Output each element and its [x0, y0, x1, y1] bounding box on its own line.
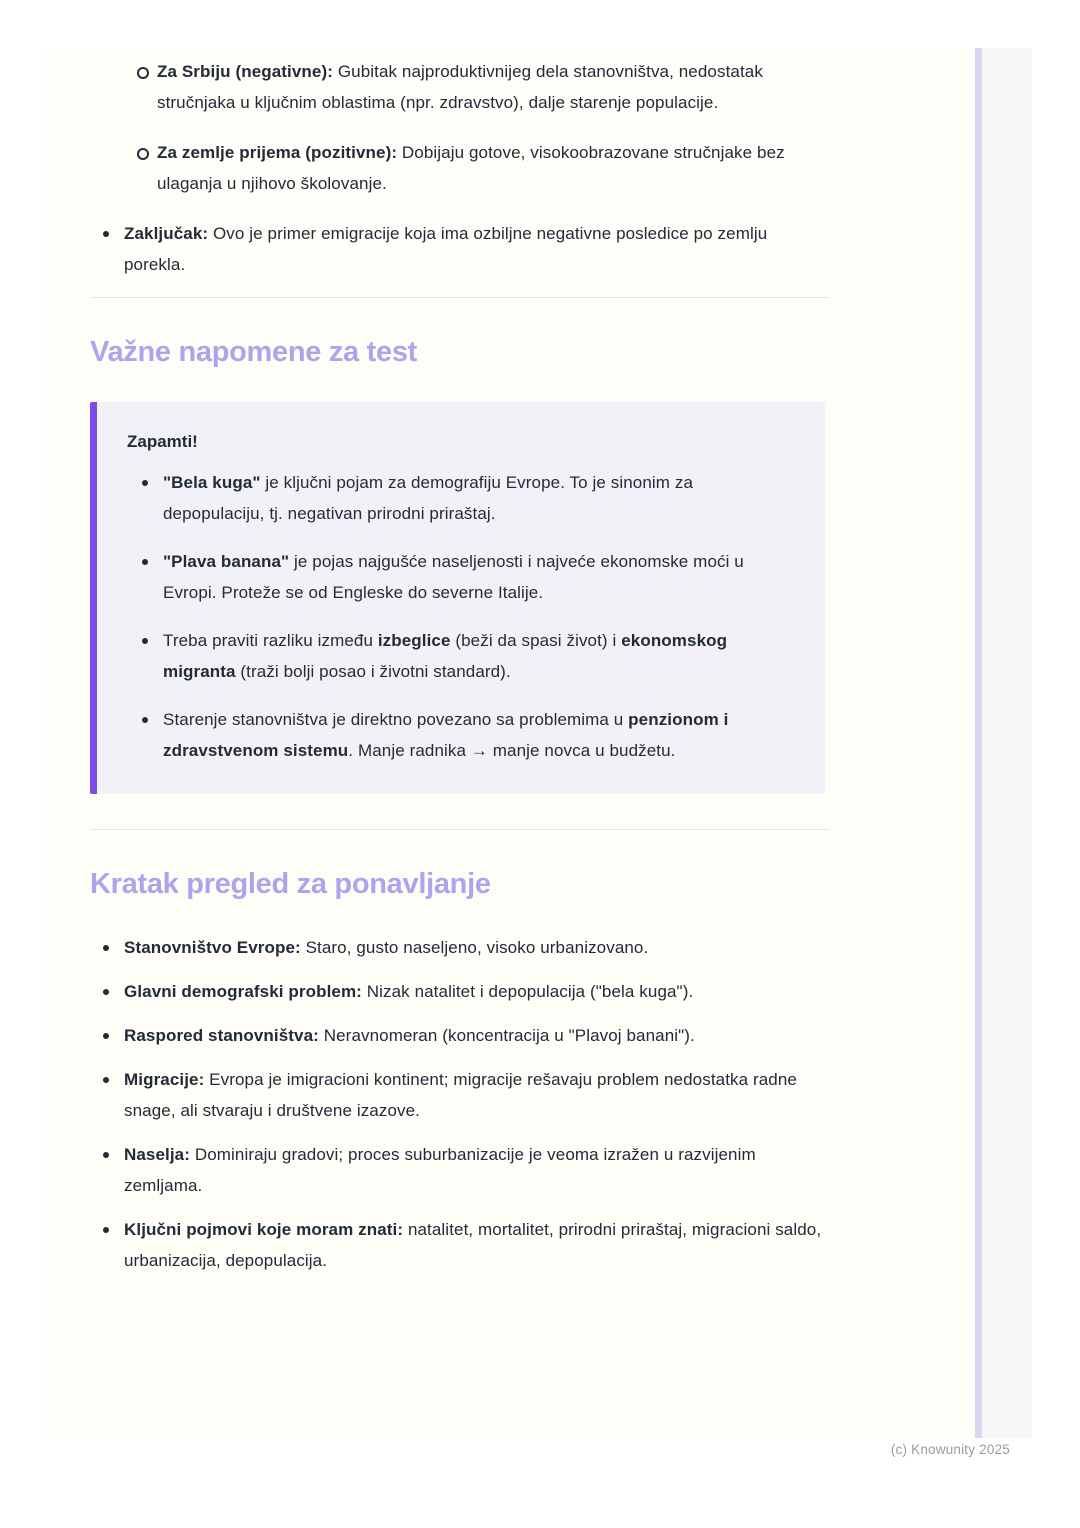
bold-text-run: Stanovništvo Evrope:	[124, 938, 301, 957]
callout-zapamti	[90, 402, 825, 794]
bold-text-run: "Plava banana"	[163, 552, 290, 571]
text-run: je pojas najgušće naseljenosti i najveće ekonomske moći u Evropi. Proteže se od Engleske do severne Italije.	[163, 552, 744, 602]
bold-text-run: Ključni pojmovi koje moram znati:	[124, 1220, 404, 1239]
callout-list	[127, 467, 795, 766]
list-item	[137, 137, 837, 199]
bold-text-run: ekonomskog migranta	[163, 631, 728, 681]
section-divider	[90, 829, 830, 830]
list-item	[137, 56, 837, 118]
review-list	[90, 932, 830, 1276]
text-run: (beži da spasi život) i	[450, 631, 622, 650]
emigration-effects-sublist	[90, 56, 830, 199]
note-page	[47, 48, 975, 1439]
text-run: Nizak natalitet i depopulacija ("bela kuga").	[361, 982, 694, 1001]
bold-text-run: Raspored stanovništva:	[124, 1026, 319, 1045]
text-run: Dominiraju gradovi; proces suburbanizacije je veoma izražen u razvijenim zemljama.	[124, 1145, 756, 1195]
text-run: Neravnomeran (koncentracija u "Plavoj banani").	[318, 1026, 695, 1045]
text-run: Staro, gusto naseljeno, visoko urbanizovano.	[300, 938, 649, 957]
section-title-vazne-napomene: Važne napomene za test	[90, 336, 418, 368]
bold-text-run: Za Srbiju (negativne):	[157, 62, 333, 81]
page-content	[47, 48, 830, 1276]
bold-text-run: Migracije:	[124, 1070, 205, 1089]
list-item	[142, 704, 782, 766]
text-run: Evropa je imigracioni kontinent; migracije rešavaju problem nedostatka radne snage, ali stvaraju i društvene izazove.	[124, 1070, 797, 1120]
section-title-kratak-pregled: Kratak pregled za ponavljanje	[90, 868, 491, 900]
list-item	[103, 1020, 830, 1051]
list-item	[103, 1139, 830, 1201]
list-item	[103, 218, 830, 280]
bold-text-run: Zaključak:	[124, 224, 209, 243]
list-item	[142, 546, 782, 608]
bold-text-run: penzionom i zdravstvenom sistemu	[163, 710, 729, 760]
text-run: natalitet, mortalitet, prirodni priraštaj, migracioni saldo, urbanizacija, depopulacija.	[124, 1220, 822, 1270]
bold-text-run: izbeglice	[377, 631, 451, 650]
text-run: . Manje radnika → manje novca u budžetu.	[348, 741, 676, 760]
list-item	[142, 625, 782, 687]
list-item	[103, 1064, 830, 1126]
list-item	[103, 932, 830, 963]
list-item	[142, 467, 782, 529]
bold-text-run: Glavni demografski problem:	[124, 982, 362, 1001]
callout-heading: Zapamti!	[127, 432, 198, 451]
text-run: Ovo je primer emigracije koja ima ozbiljne negativne posledice po zemlju porekla.	[124, 224, 768, 274]
side-gutter	[982, 48, 1032, 1438]
section-divider	[90, 297, 830, 298]
copyright-footer: (c) Knowunity 2025	[890, 1442, 1010, 1457]
bold-text-run: Za zemlje prijema (pozitivne):	[157, 143, 398, 162]
conclusion-list	[90, 218, 830, 280]
text-run: Gubitak najproduktivnijeg dela stanovništva, nedostatak stručnjaka u ključnim oblastima (npr. zdravstvo), dalje starenje populacije.	[157, 62, 763, 112]
list-item	[103, 1214, 830, 1276]
text-run: Starenje stanovništva je direktno povezano sa problemima u	[163, 710, 629, 729]
text-run: Dobijaju gotove, visokoobrazovane stručnjake bez ulaganja u njihovo školovanje.	[157, 143, 785, 193]
text-run: Treba praviti razliku između	[163, 631, 378, 650]
list-item	[103, 976, 830, 1007]
bold-text-run: Naselja:	[124, 1145, 191, 1164]
bold-text-run: "Bela kuga"	[163, 473, 261, 492]
text-run: je ključni pojam za demografiju Evrope. To je sinonim za depopulaciju, tj. negativan prirodni priraštaj.	[163, 473, 694, 523]
text-run: (traži bolji posao i životni standard).	[235, 662, 511, 681]
page-edge-strip	[975, 48, 982, 1438]
